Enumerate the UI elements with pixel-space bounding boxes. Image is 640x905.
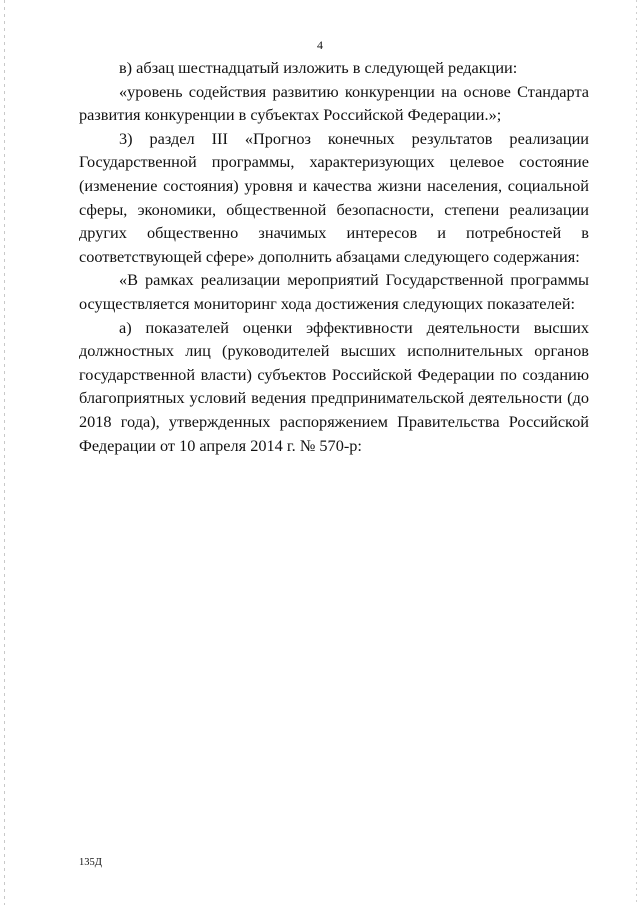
paragraph-2: «уровень содействия развитию конкуренции на основе Стандарта развития конкуренции в субъектах Российской Федерации.»; — [79, 81, 589, 125]
paragraph-4: «В рамках реализации мероприятий Государственной программы осуществляется мониторинг хода достижения следующих показателей: — [79, 270, 589, 313]
page-number: 4 — [317, 38, 323, 52]
paragraph-5: а) показателей оценки эффективности деятельности высших должностных лиц (руководителей высших исполнительных органов государственной власти) субъектов Российской Федерации по созданию благоприятных условий ведения предпринимательской деятельности (до 2018 года), утвержденных распоряжением Правительства Российской Федерации от 10 апреля 2014 г. № 570-р: — [79, 317, 589, 455]
footer-code: 135Д — [79, 857, 102, 868]
scan-edge-right — [636, 0, 637, 905]
paragraph-3: 3) раздел III «Прогноз конечных результатов реализации Государственной программы, характеризующих целевое состояние (изменение состояния) уровня и качества жизни населения, социальной сферы, экономики, общественной безопасности, степени реализации других общественно значимых интересов и потребностей в соответствующей сфере» дополнить абзацами следующего содержания: — [79, 128, 589, 266]
scan-edge-left — [4, 0, 5, 905]
document-body — [79, 56, 589, 457]
paragraph-1: в) абзац шестнадцатый изложить в следующей редакции: — [119, 58, 518, 77]
